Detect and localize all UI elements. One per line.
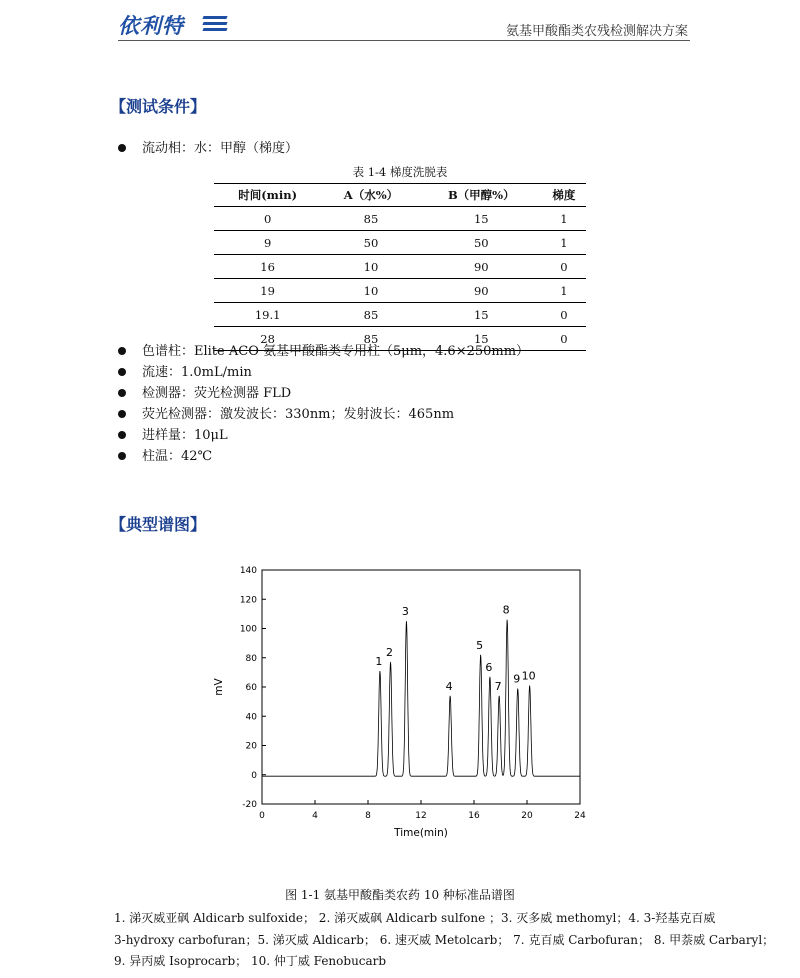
figure-legend-line: 9. 异丙威 Isoprocarb； 10. 仲丁威 Fenobucarb	[114, 954, 387, 968]
table-cell: 85	[321, 207, 420, 231]
x-tick-label: 20	[521, 811, 533, 821]
x-tick-label: 8	[365, 811, 371, 821]
x-tick-label: 4	[312, 811, 318, 821]
condition-item-injection	[118, 424, 228, 443]
brand-logo: 依利特	[118, 14, 184, 38]
y-tick-label: 120	[239, 595, 257, 606]
page-header	[118, 8, 690, 41]
peak-label-2: 2	[386, 646, 394, 660]
bullet-icon	[118, 452, 126, 460]
x-axis-label: Time(min)	[394, 827, 448, 839]
table-cell: 28	[214, 327, 321, 351]
table-cell: 50	[321, 231, 420, 255]
section-title-conditions: 【测试条件】	[110, 97, 207, 116]
logo-stripes-icon	[203, 16, 227, 34]
y-tick-label: 40	[245, 712, 257, 723]
table-cell: 16	[214, 255, 321, 279]
table-cell: 1	[542, 231, 586, 255]
y-tick-label: 80	[245, 653, 257, 664]
section-title-chromatogram: 【典型谱图】	[110, 515, 207, 534]
y-axis-label: mV	[213, 678, 225, 696]
table-cell: 90	[421, 255, 542, 279]
chromatogram-svg	[200, 560, 600, 850]
figure-legend-line: 1. 涕灭威亚砜 Aldicarb sulfoxide； 2. 涕灭威砜 Aldicarb sulfone ；3. 灭多威 methomyl；4. 3-羟基克百威	[114, 911, 716, 925]
y-tick-label: 100	[239, 624, 257, 635]
table-cell: 0	[542, 303, 586, 327]
y-tick-label: 0	[251, 770, 257, 781]
table-cell: 9	[214, 231, 321, 255]
condition-text: 柱温：42℃	[142, 449, 213, 464]
table-cell: 50	[421, 231, 542, 255]
table-cell: 19.1	[214, 303, 321, 327]
y-tick-label: 20	[245, 741, 257, 752]
bullet-icon	[118, 144, 126, 152]
x-tick-label: 16	[468, 811, 480, 821]
condition-text: 流速：1.0mL/min	[142, 365, 252, 380]
bullet-icon	[118, 431, 126, 439]
figure-caption: 图 1-1 氨基甲酸酯类农药 10 种标准品谱图	[285, 888, 515, 902]
peak-label-3: 3	[401, 605, 409, 619]
table-row	[214, 279, 586, 303]
condition-item-flow	[118, 361, 252, 380]
gradient-table	[214, 183, 586, 351]
mobile-phase-text: 流动相：水：甲醇（梯度）	[142, 141, 299, 156]
table-cell: 90	[421, 279, 542, 303]
table-cell: 1	[542, 279, 586, 303]
x-tick-label: 0	[259, 811, 265, 821]
table-cell: 1	[542, 207, 586, 231]
condition-text: 荧光检测器：激发波长：330nm；发射波长：465nm	[142, 407, 455, 422]
table-row	[214, 207, 586, 231]
mobile-phase-item	[118, 137, 298, 156]
table-row	[214, 303, 586, 327]
table-cell: 10	[321, 255, 420, 279]
figure-legend-line: 3-hydroxy carbofuran；5. 涕灭威 Aldicarb； 6. 速灭威 Metolcarb； 7. 克百威 Carbofuran； 8. 甲萘威 Carbaryl；	[114, 933, 775, 947]
header-title: 氨基甲酸酯类农残检测解决方案	[505, 24, 688, 39]
condition-item-temperature	[118, 445, 212, 464]
peak-label-1: 1	[375, 654, 383, 668]
peak-label-5: 5	[476, 638, 484, 652]
table-cell: 10	[321, 279, 420, 303]
table-cell: 85	[321, 303, 420, 327]
condition-text: 进样量：10μL	[142, 428, 228, 443]
table-cell: 0	[214, 207, 321, 231]
condition-text: 色谱柱：Elite ACO 氨基甲酸酯类专用柱（5μm，4.6×250mm）	[142, 344, 530, 359]
table-header-cell: A（水%）	[321, 184, 420, 207]
table-row	[214, 231, 586, 255]
table-header-cell: 时间(min)	[214, 184, 321, 207]
table-cell: 15	[421, 327, 542, 351]
bullet-icon	[118, 368, 126, 376]
bullet-icon	[118, 389, 126, 397]
peak-label-9: 9	[513, 672, 521, 686]
table-row	[214, 255, 586, 279]
table-header-cell: B（甲醇%）	[421, 184, 542, 207]
table-cell: 15	[421, 207, 542, 231]
condition-text: 检测器：荧光检测器 FLD	[142, 386, 292, 401]
table-caption: 表 1-4 梯度洗脱表	[352, 165, 448, 179]
y-tick-label: 140	[239, 566, 257, 576]
peak-label-10: 10	[521, 669, 536, 683]
table-cell: 0	[542, 255, 586, 279]
condition-item-column	[118, 340, 529, 359]
y-tick-label: 60	[245, 683, 257, 693]
bullet-icon	[118, 347, 126, 355]
x-tick-label: 24	[574, 811, 586, 821]
condition-item-detector	[118, 382, 291, 401]
peak-label-4: 4	[445, 679, 453, 693]
table-cell: 85	[321, 327, 420, 351]
peak-label-8: 8	[502, 603, 510, 617]
table-header-cell: 梯度	[542, 184, 586, 207]
y-tick-label: -20	[242, 800, 257, 810]
table-header-row	[214, 184, 586, 207]
peak-label-6: 6	[485, 660, 493, 674]
chromatogram-chart	[200, 560, 600, 850]
chromatogram-trace	[262, 620, 580, 777]
table-cell: 0	[542, 327, 586, 351]
table-cell: 19	[214, 279, 321, 303]
table-cell: 15	[421, 303, 542, 327]
peak-label-7: 7	[494, 679, 502, 693]
bullet-icon	[118, 410, 126, 418]
condition-item-wavelength	[118, 403, 454, 422]
x-tick-label: 12	[415, 811, 427, 821]
